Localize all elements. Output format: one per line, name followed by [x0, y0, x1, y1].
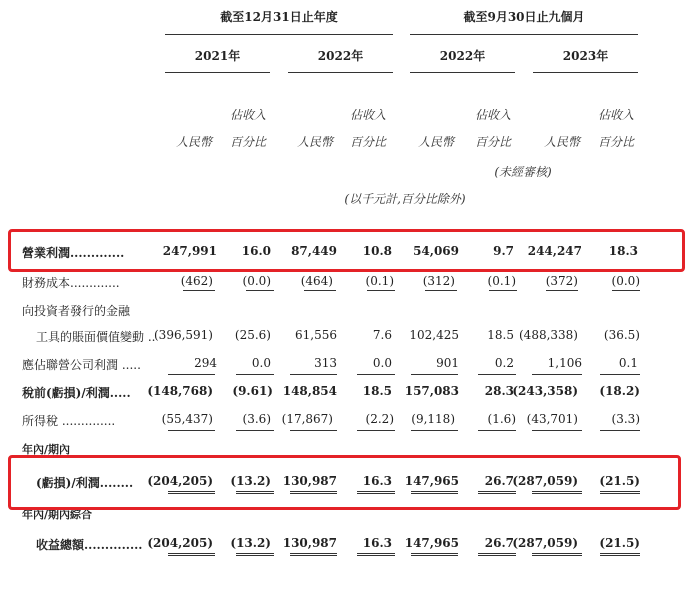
underline	[183, 290, 215, 291]
col-header-pct: 佔收入	[229, 108, 266, 122]
cell: (462)	[180, 274, 213, 288]
year-header: 2021年	[194, 49, 241, 63]
underline	[612, 290, 640, 291]
cell: (243,358)	[512, 384, 578, 398]
cell: 0.1	[618, 356, 638, 370]
cell: (204,205)	[147, 536, 213, 550]
unaudited-note: (未經審核)	[494, 165, 552, 179]
cell: 102,425	[409, 328, 459, 342]
highlight-box-operating-profit	[8, 229, 685, 272]
cell: 7.6	[372, 328, 392, 342]
underline	[425, 290, 457, 291]
cell: (3.3)	[611, 412, 640, 426]
year-rule	[165, 72, 270, 73]
cell: 0.0	[372, 356, 392, 370]
col-header-pct: 百分比	[229, 135, 266, 149]
cell: (21.5)	[599, 536, 640, 550]
cell: (464)	[300, 274, 333, 288]
row-label-comprehensive: 年內/期內綜合	[22, 508, 93, 521]
cell: (25.6)	[234, 328, 271, 342]
cell: 1,106	[547, 356, 582, 370]
header-rule	[165, 34, 393, 35]
cell: (13.2)	[230, 474, 271, 488]
cell: 87,449	[291, 244, 337, 258]
cell: (488,338)	[519, 328, 578, 342]
cell: 247,991	[162, 244, 217, 258]
row-label-share-of-associates: 應佔聯營公司利潤 .....	[22, 358, 141, 372]
cell: 0.2	[494, 356, 514, 370]
underline	[600, 374, 640, 375]
underline	[546, 290, 578, 291]
underline	[290, 374, 337, 375]
cell: 244,247	[527, 244, 582, 258]
double-underline	[357, 553, 395, 556]
underline	[168, 430, 215, 431]
cell: 10.8	[362, 244, 392, 258]
underline	[600, 430, 640, 431]
year-header: 2022年	[317, 49, 364, 63]
double-underline	[290, 553, 337, 556]
cell: (9,118)	[411, 412, 455, 426]
underline	[367, 290, 395, 291]
row-label-loss-profit: (虧損)/利潤........	[36, 476, 134, 490]
cell: (396,591)	[154, 328, 213, 342]
underline	[532, 374, 582, 375]
underline	[236, 430, 274, 431]
year-rule	[410, 72, 515, 73]
cell: 28.3	[484, 384, 514, 398]
cell: (3.6)	[242, 412, 271, 426]
header-group-fiscal-year: 截至12月31日止年度	[220, 10, 338, 24]
underline	[478, 374, 516, 375]
cell: (1.6)	[487, 412, 516, 426]
double-underline	[532, 553, 582, 556]
cell: 16.3	[362, 536, 392, 550]
underline	[532, 430, 582, 431]
cell: 61,556	[295, 328, 337, 342]
row-label-profit-before-tax: 稅前(虧損)/利潤.....	[22, 386, 131, 400]
cell: 130,987	[282, 536, 337, 550]
unit-note: (以千元計,百分比除外)	[344, 192, 466, 206]
underline	[357, 430, 395, 431]
cell: (2.2)	[365, 412, 394, 426]
cell: (18.2)	[599, 384, 640, 398]
year-header: 2023年	[562, 49, 609, 63]
cell: (0.0)	[242, 274, 271, 288]
cell: (312)	[422, 274, 455, 288]
col-header-pct: 佔收入	[474, 108, 511, 122]
cell: (372)	[545, 274, 578, 288]
cell: (287,059)	[512, 474, 578, 488]
col-header-rmb: 人民幣	[296, 135, 333, 149]
double-underline	[236, 553, 274, 556]
cell: 148,854	[282, 384, 337, 398]
cell: (0.1)	[487, 274, 516, 288]
header-rule	[410, 34, 638, 35]
cell: 26.7	[484, 536, 514, 550]
row-label-financial-instruments: 向投資者發行的金融	[22, 304, 131, 318]
underline	[357, 374, 395, 375]
cell: 147,965	[404, 474, 459, 488]
underline	[246, 290, 274, 291]
cell: 26.7	[484, 474, 514, 488]
row-label-carrying-amount-change: 工具的賬面價值變動 ..	[36, 330, 156, 344]
underline	[168, 374, 215, 375]
cell: 16.3	[362, 474, 392, 488]
col-header-pct: 百分比	[349, 135, 386, 149]
cell: (0.0)	[611, 274, 640, 288]
col-header-rmb: 人民幣	[175, 135, 212, 149]
cell: (36.5)	[603, 328, 640, 342]
cell: 18.3	[608, 244, 638, 258]
cell: 130,987	[282, 474, 337, 488]
cell: (43,701)	[526, 412, 578, 426]
cell: 16.0	[241, 244, 271, 258]
row-label-finance-costs: 財務成本.............	[22, 276, 120, 290]
col-header-pct: 佔收入	[597, 108, 634, 122]
cell: 147,965	[404, 536, 459, 550]
cell: 0.0	[251, 356, 271, 370]
row-label-total-comprehensive-income: 收益總額..............	[36, 538, 143, 552]
cell: (13.2)	[230, 536, 271, 550]
underline	[411, 374, 458, 375]
underline	[478, 430, 516, 431]
year-rule	[533, 72, 638, 73]
col-header-pct: 百分比	[474, 135, 511, 149]
underline	[236, 374, 274, 375]
underline	[304, 290, 336, 291]
cell: (21.5)	[599, 474, 640, 488]
cell: 9.7	[493, 244, 514, 258]
double-underline	[600, 553, 640, 556]
double-underline	[168, 553, 215, 556]
double-underline	[411, 553, 458, 556]
header-group-nine-months: 截至9月30日止九個月	[463, 10, 585, 24]
row-label-for-year-period: 年內/期內	[22, 443, 71, 456]
year-header: 2022年	[439, 49, 486, 63]
col-header-pct: 百分比	[597, 135, 634, 149]
col-header-rmb: 人民幣	[417, 135, 454, 149]
row-label-income-tax: 所得稅 ..............	[22, 414, 116, 428]
cell: (9.61)	[232, 384, 273, 398]
highlight-box-loss-profit	[8, 455, 681, 510]
cell: (55,437)	[161, 412, 213, 426]
cell: 901	[436, 356, 459, 370]
cell: 294	[194, 356, 217, 370]
cell: 18.5	[362, 384, 392, 398]
underline	[411, 430, 458, 431]
underline	[290, 430, 337, 431]
cell: (17,867)	[281, 412, 333, 426]
cell: 18.5	[487, 328, 514, 342]
col-header-rmb: 人民幣	[543, 135, 580, 149]
cell: (0.1)	[365, 274, 394, 288]
cell: 157,083	[404, 384, 459, 398]
row-label-operating-profit: 營業利潤.............	[22, 246, 125, 260]
year-rule	[288, 72, 393, 73]
cell: 54,069	[413, 244, 459, 258]
cell: (204,205)	[147, 474, 213, 488]
underline	[489, 290, 517, 291]
double-underline	[478, 553, 516, 556]
cell: (287,059)	[512, 536, 578, 550]
col-header-pct: 佔收入	[349, 108, 386, 122]
cell: 313	[314, 356, 337, 370]
cell: (148,768)	[147, 384, 213, 398]
